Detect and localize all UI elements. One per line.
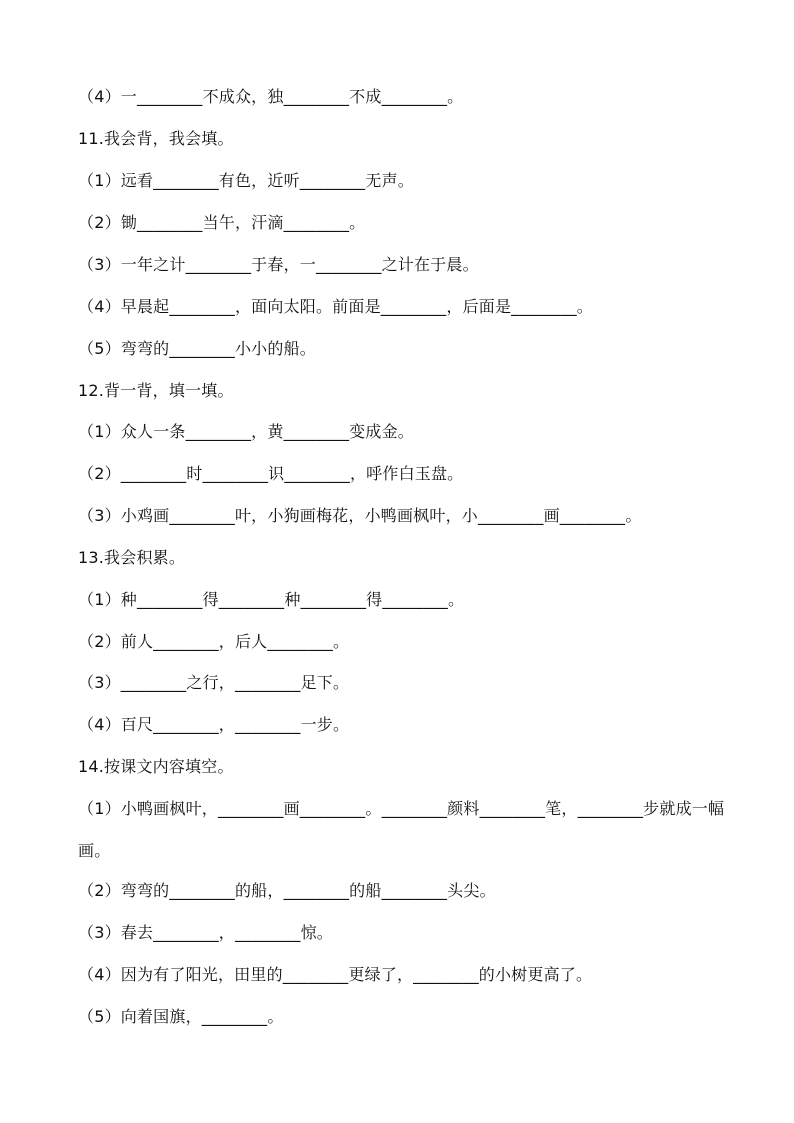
question-14-item-5: （5）向着国旗，________。: [78, 1007, 284, 1026]
question-11-item-1: （1）远看________有色，近听________无声。: [78, 171, 414, 190]
question-13-item-4: （4）百尺________，________一步。: [78, 715, 350, 734]
question-11-item-2: （2）锄________当午，汗滴________。: [78, 213, 366, 232]
question-11-item-3: （3）一年之计________于春，一________之计在于晨。: [78, 255, 479, 274]
section-heading-14: 14.按课文内容填空。: [78, 757, 234, 776]
question-14-item-4: （4）因为有了阳光，田里的________更绿了，________的小树更高了。: [78, 965, 593, 984]
question-13-item-2: （2）前人________，后人________。: [78, 632, 350, 651]
question-12-item-2: （2）________时________识________，呼作白玉盘。: [78, 464, 464, 483]
section-heading-13: 13.我会积累。: [78, 548, 186, 567]
section-heading-11: 11.我会背，我会填。: [78, 129, 234, 148]
question-14-item-3: （3）春去________，________惊。: [78, 923, 333, 942]
question-11-item-5: （5）弯弯的________小小的船。: [78, 339, 316, 358]
question-13-item-3: （3）________之行，________足下。: [78, 673, 350, 692]
question-12-item-1: （1）众人一条________，黄________变成金。: [78, 422, 414, 441]
question-11-item-4: （4）早晨起________，面向太阳。前面是________，后面是________。: [78, 297, 593, 316]
question-13-item-1: （1）种________得________种________得________。: [78, 590, 465, 609]
question-14-item-2: （2）弯弯的________的船，________的船________头尖。: [78, 881, 496, 900]
question-12-item-3: （3）小鸡画________叶，小狗画梅花，小鸭画枫叶，小________画________。: [78, 506, 642, 525]
question-14-item-1: （1）小鸭画枫叶，________画________。________颜料________笔，________步就成一幅画。: [78, 799, 725, 860]
question-10-item-4: （4）一________不成众，独________不成________。: [78, 87, 464, 106]
section-heading-12: 12.背一背，填一填。: [78, 381, 234, 400]
